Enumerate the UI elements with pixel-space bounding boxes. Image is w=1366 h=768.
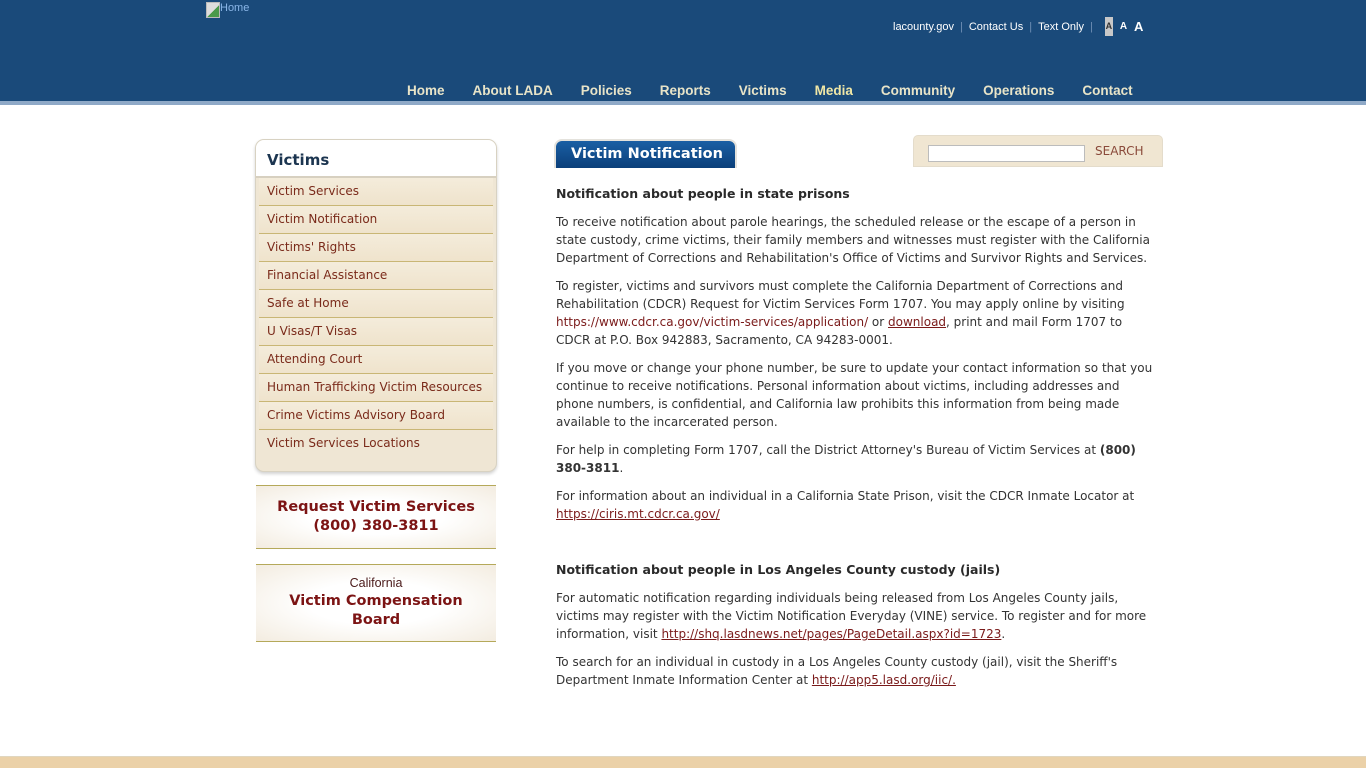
cdcr-application-link[interactable]: https://www.cdcr.ca.gov/victim-services/application/ (556, 315, 869, 329)
nav-reports[interactable]: Reports (659, 83, 711, 98)
nav-victims[interactable]: Victims (738, 83, 787, 98)
vine-registration-link[interactable]: http://shq.lasdnews.net/pages/PageDetail.aspx?id=1723 (661, 627, 1002, 641)
nav-contact[interactable]: Contact (1082, 83, 1133, 98)
paragraph (556, 277, 1160, 349)
font-size-controls (1105, 17, 1151, 36)
text: For help in completing Form 1707, call the District Attorney's Bureau of Victim Services at (556, 443, 1100, 457)
separator: | (1089, 20, 1093, 33)
text: To search for an individual in custody in a Los Angeles County custody (jail), visit the Sheriff's Department Inmate Information Center at (556, 655, 1118, 687)
sidebar-item-financial-assistance[interactable]: Financial Assistance (267, 268, 388, 282)
paragraph (556, 589, 1160, 643)
page-title: Victim Notification (554, 139, 737, 168)
header-stripe (0, 101, 1366, 105)
sidebar-item-u-visas[interactable]: U Visas/T Visas (267, 324, 358, 338)
sidebar-item-human-trafficking[interactable]: Human Trafficking Victim Resources (267, 380, 483, 394)
text: or (868, 315, 889, 329)
separator: | (1029, 20, 1033, 33)
paragraph (556, 487, 1160, 523)
text: . (1001, 627, 1006, 641)
main-content (556, 185, 1160, 699)
paragraph (556, 653, 1160, 689)
request-victim-services-banner[interactable] (256, 485, 496, 549)
search-input[interactable] (928, 145, 1085, 162)
promo-request-title: Request Victim Services (277, 499, 475, 515)
contact-us-link[interactable]: Contact Us (968, 20, 1024, 33)
lacounty-link[interactable]: lacounty.gov (893, 20, 954, 33)
home-logo-link[interactable] (206, 2, 249, 18)
promo-comp-title: Victim Compensation (289, 593, 463, 609)
sidebar-list (256, 178, 496, 458)
text: . (619, 461, 624, 475)
search-bar (913, 135, 1163, 167)
text-only-link[interactable]: Text Only (1038, 20, 1084, 33)
sidebar-item-locations[interactable]: Victim Services Locations (267, 436, 420, 450)
separator: | (959, 20, 963, 33)
text: For automatic notification regarding individuals being released from Los Angeles County jails, victims may register with the Victim Notification Everyday (VINE) service. To register and for more information, visit (556, 591, 1147, 641)
sidebar-item-advisory-board[interactable]: Crime Victims Advisory Board (267, 408, 445, 422)
search-button[interactable]: SEARCH (1095, 144, 1144, 158)
victim-compensation-board-banner[interactable] (256, 564, 496, 642)
site-header (0, 0, 1366, 101)
paragraph (556, 441, 1160, 477)
footer-band (0, 756, 1366, 768)
font-size-small-button[interactable]: A (1105, 17, 1113, 36)
paragraph: To receive notification about parole hearings, the scheduled release or the escape of a person in state custody, crime victims, their family members and witnesses must register with the California Department of Corrections and Rehabilitation's Office of Victims and Survivor Rights and Services. (556, 215, 1150, 265)
nav-home[interactable]: Home (407, 83, 445, 98)
utility-links (893, 17, 1150, 36)
nav-policies[interactable]: Policies (580, 83, 632, 98)
broken-image-icon (206, 2, 220, 18)
font-size-medium-button[interactable]: A (1119, 21, 1128, 32)
phone-number: (800) 380-3811 (556, 443, 1136, 475)
promo-comp-state: California (349, 576, 403, 590)
sidebar-item-safe-at-home[interactable]: Safe at Home (267, 296, 349, 310)
nav-operations[interactable]: Operations (983, 83, 1055, 98)
nav-about-lada[interactable]: About LADA (472, 83, 553, 98)
sidebar-item-victim-services[interactable]: Victim Services (267, 184, 360, 198)
section-heading-county-jails: Notification about people in Los Angeles County custody (jails) (556, 562, 1001, 577)
sidebar-title: Victims (256, 140, 496, 178)
logo-alt-text: Home (220, 2, 250, 14)
text: To register, victims and survivors must complete the California Department of Corrections and Rehabilitation (CDCR) Request for Victim Services Form 1707. You may apply online by visiting (556, 279, 1125, 311)
section-heading-state-prisons: Notification about people in state prisons (556, 186, 850, 201)
sidebar-item-victims-rights[interactable]: Victims' Rights (267, 240, 356, 254)
nav-community[interactable]: Community (880, 83, 956, 98)
text: , print and mail Form 1707 to CDCR at P.O. Box 942883, Sacramento, CA 94283-0001. (556, 315, 1123, 347)
sidebar-menu (255, 139, 497, 472)
cdcr-inmate-locator-link[interactable]: https://ciris.mt.cdcr.ca.gov/ (556, 507, 720, 521)
lasd-inmate-info-link[interactable]: http://app5.lasd.org/iic/. (811, 673, 956, 687)
font-size-large-button[interactable]: A (1134, 19, 1144, 34)
text: For information about an individual in a California State Prison, visit the CDCR Inmate Locator at (556, 489, 1135, 503)
promo-comp-title-2: Board (351, 612, 401, 628)
sidebar-item-victim-notification[interactable]: Victim Notification (267, 212, 378, 226)
spacer (556, 533, 1160, 561)
sidebar-item-attending-court[interactable]: Attending Court (267, 352, 363, 366)
download-link[interactable]: download (888, 315, 947, 329)
paragraph: If you move or change your phone number, be sure to update your contact information so that you continue to receive notifications. Personal information about victims, including addresses and phone numbers, is confidential, and California law prohibits this information from being made available to the incarcerated person. (556, 361, 1153, 429)
promo-request-phone: (800) 380-3811 (313, 518, 439, 534)
nav-media[interactable]: Media (814, 83, 853, 98)
main-nav (393, 83, 1147, 98)
